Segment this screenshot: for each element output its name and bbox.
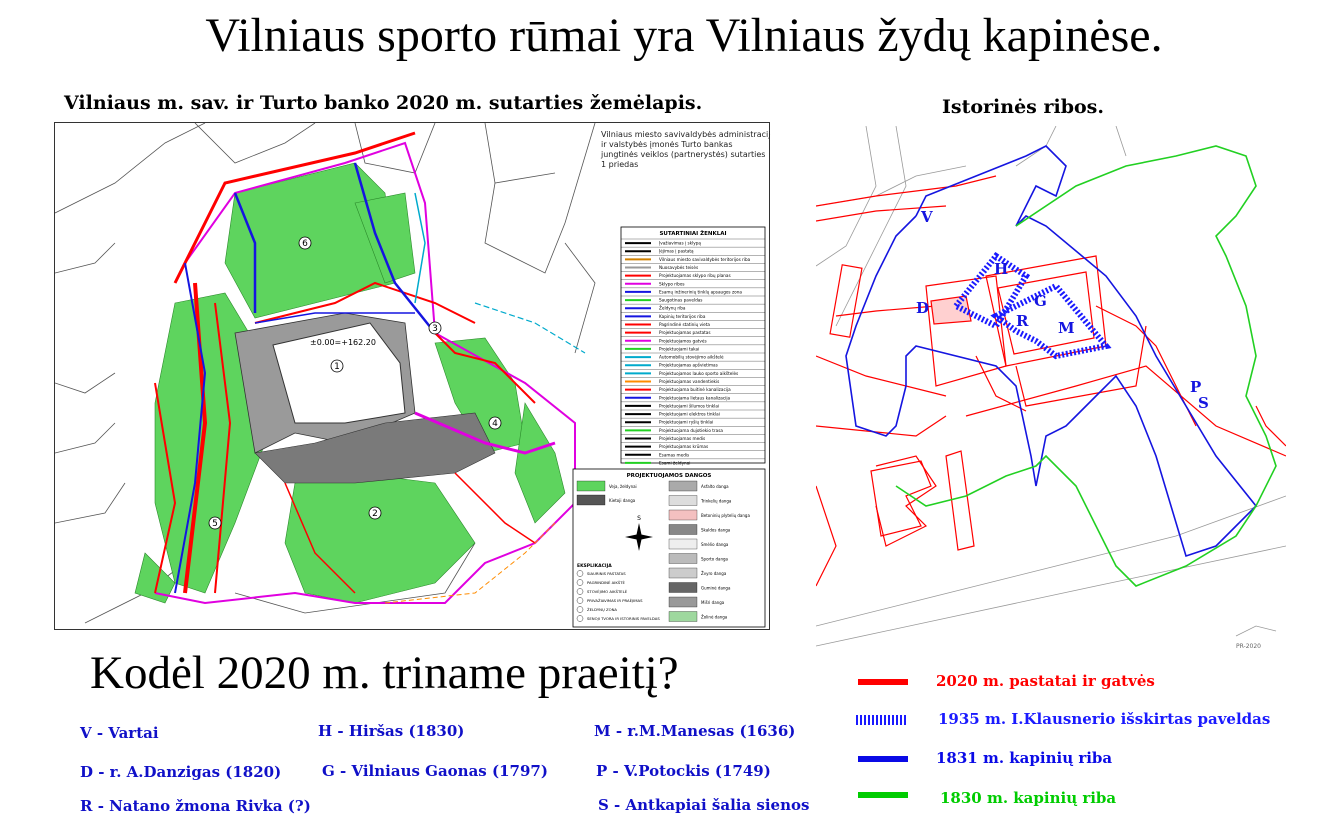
- header-note: [600, 130, 771, 169]
- surface-swatch: [669, 612, 697, 622]
- surface-label: Kietoji danga: [609, 498, 636, 503]
- marker-v: V: [921, 208, 933, 226]
- surface-swatch: [577, 481, 605, 491]
- explication-marker: [577, 580, 583, 586]
- key-d: D - r. A.Danzigas (1820): [80, 763, 282, 781]
- surface-swatch: [669, 496, 697, 506]
- explication-marker: [577, 598, 583, 604]
- marker-g: G: [1034, 292, 1047, 310]
- right-map-subtitle: Istorinės ribos.: [942, 96, 1104, 118]
- question-heading: Kodėl 2020 m. triname praeitį?: [90, 647, 679, 699]
- site-label-3: 3: [432, 324, 438, 334]
- legend-label-1935: 1935 m. I.Klausnerio išskirtas paveldas: [938, 710, 1271, 728]
- legend-table: [621, 227, 765, 465]
- legend-row-label: Saugotinas paveldas: [659, 297, 703, 303]
- header-note-line-3: jungtinės veiklos (partnerystės) sutarties: [601, 150, 766, 159]
- explication-marker: [577, 616, 583, 622]
- surfaces-table: [573, 469, 765, 627]
- legend-row-label: Projektuojama dujotiekio trasa: [659, 427, 723, 433]
- legend-row-label: Pagrindinė statinių vieta: [659, 322, 710, 327]
- site-label-2: 2: [372, 509, 378, 519]
- legend-row-label: Esamų inžinerinių tinklų apsaugos zona: [659, 289, 742, 295]
- marker-h: H: [994, 260, 1009, 278]
- surface-swatch: [669, 525, 697, 535]
- legend-row-label: Projektuojami takai: [659, 346, 700, 352]
- legend-row-label: Projektuojamos gatvės: [659, 338, 707, 344]
- legend-row-label: Įvažiavimas į sklypą: [659, 240, 701, 246]
- surface-label: Mišri danga: [701, 600, 725, 605]
- legend-label-1831: 1831 m. kapinių riba: [936, 749, 1113, 767]
- key-v: V - Vartai: [80, 724, 159, 742]
- key-r: R - Natano žmona Rivka (?): [80, 797, 311, 815]
- surface-label: Žolinė danga: [701, 614, 728, 620]
- legend-row-label: Projektuojama lietaus kanalizacija: [659, 395, 731, 401]
- left-map-subtitle: Vilniaus m. sav. ir Turto banko 2020 m. sutarties žemėlapis.: [64, 92, 703, 114]
- marker-s: S: [1198, 394, 1209, 412]
- marker-m: M: [1058, 319, 1075, 337]
- explication-marker: [577, 607, 583, 613]
- explication-label: SENOJI TVORA IR ISTORINIS PAVELDAS: [587, 616, 660, 621]
- left-site-plan-svg: [55, 123, 771, 631]
- explication-label: PAGRINDINĖ AIKŠTĖ: [587, 580, 625, 585]
- legend-row-label: Esami želdynai: [659, 460, 691, 466]
- surface-swatch: [669, 568, 697, 578]
- marker-d: D: [916, 299, 930, 317]
- legend-row-label: Projektuojamas apšvietimas: [659, 362, 718, 368]
- right-map-svg: [816, 126, 1286, 652]
- explication-label: ŽELDYNŲ ZONA: [587, 607, 618, 612]
- marker-r: R: [1016, 312, 1029, 330]
- legend-row-label: Projektuojamas krūmas: [659, 444, 709, 450]
- surface-label: Trinkelių danga: [701, 498, 732, 504]
- surface-swatch: [669, 583, 697, 593]
- key-s: S - Antkapiai šalia sienos: [598, 796, 810, 814]
- legend-swatch-1830: [858, 792, 908, 798]
- explication-marker: [577, 571, 583, 577]
- legend-row-label: Automobilių stovėjimo aikštelė: [659, 354, 724, 360]
- legend-row-label: Projektuojama buitinė kanalizacija: [659, 387, 731, 393]
- legend-row-label: Nuosavybės teisės: [659, 265, 699, 270]
- surface-swatch: [577, 495, 605, 505]
- legend-swatch-1831: [858, 756, 908, 762]
- header-note-line-2: ir valstybės įmonės Turto bankas: [601, 140, 733, 149]
- legend-row-label: Projektuojamas medis: [659, 436, 706, 441]
- key-p: P - V.Potockis (1749): [596, 762, 771, 780]
- surface-label: Asfalto danga: [701, 484, 729, 489]
- site-label-6: 6: [302, 239, 308, 249]
- corner-label: PR-2020: [1236, 643, 1261, 650]
- legend-row-label: Kapinių teritorijos riba: [659, 313, 706, 319]
- marker-p: P: [1190, 378, 1202, 396]
- legend-table-title: SUTARTINIAI ŽENKLAI: [659, 231, 727, 237]
- legend-row-label: Vilniaus miesto savivaldybės teritorijos riba: [659, 256, 751, 262]
- legend-row-label: Projektuojamas vandentiekis: [659, 379, 720, 384]
- legend-label-2020: 2020 m. pastatai ir gatvės: [936, 672, 1155, 690]
- legend-row-label: Esamas medis: [659, 452, 690, 458]
- legend-row-label: Sklypo ribos: [659, 281, 685, 287]
- legend-row-label: Projektuojami šilumos tinklai: [659, 403, 720, 409]
- surface-swatch: [669, 510, 697, 520]
- layer-1935-heritage: [956, 256, 1106, 356]
- building-elevation-label: ±0.00=+162.20: [310, 338, 376, 347]
- surface-swatch: [669, 554, 697, 564]
- surface-label: Guminė danga: [701, 585, 731, 591]
- explication-label: PRIVAŽIAVIMAS IR PRAĖJIMAS: [587, 598, 643, 603]
- header-note-line-1: Vilniaus miesto savivaldybės administracijos: [601, 130, 771, 139]
- legend-swatch-2020: [858, 679, 908, 685]
- legend-row-label: Projektuojami ryšių tinklai: [659, 419, 714, 425]
- site-label-4: 4: [492, 419, 498, 429]
- legend-row-label: Projektuojamos lauko sporto aikštelės: [659, 370, 739, 376]
- key-h: H - Hiršas (1830): [318, 722, 465, 740]
- site-label-1: 1: [334, 362, 340, 372]
- legend-row-label: Želdynų riba: [659, 305, 686, 311]
- legend-label-1830: 1830 m. kapinių riba: [940, 789, 1117, 807]
- surface-label: Skaldos danga: [701, 527, 731, 533]
- page-title: Vilniaus sporto rūmai yra Vilniaus žydų kapinėse.: [205, 9, 1163, 62]
- explication-label: SIAURINIS PASTATAS: [587, 571, 626, 576]
- surface-label: Sporto danga: [701, 556, 728, 562]
- explication-marker: [577, 589, 583, 595]
- surface-label: Smėlio danga: [701, 542, 729, 547]
- surface-label: Betoninių plytelių danga: [701, 513, 750, 518]
- surface-swatch: [669, 481, 697, 491]
- key-g: G - Vilniaus Gaonas (1797): [322, 762, 548, 780]
- legend-row-label: Projektuojami elektros tinklai: [659, 411, 720, 417]
- site-label-5: 5: [212, 519, 218, 529]
- right-historical-boundaries-map: [816, 126, 1286, 652]
- surface-swatch: [669, 597, 697, 607]
- legend-row-label: Projektuojamas sklypo ribų planas: [659, 273, 731, 279]
- layer-2020-buildings-streets: [816, 176, 1286, 586]
- key-m: M - r.M.Manesas (1636): [594, 722, 796, 740]
- legend-row-label: Įėjimas į pastatą: [659, 248, 694, 254]
- header-note-line-4: 1 priedas: [601, 160, 639, 169]
- explication-label: STOVĖJIMO AIKŠTELĖ: [587, 589, 628, 594]
- compass-label: S: [637, 515, 641, 522]
- surface-label: Žvyro danga: [701, 571, 727, 576]
- legend-swatch-1935: [856, 715, 906, 725]
- surface-swatch: [669, 539, 697, 549]
- legend-row-label: Projektuojamas pastatas: [659, 330, 711, 336]
- street-lines: [816, 126, 1286, 646]
- explication-title: EKSPLIKACIJA: [577, 564, 612, 569]
- left-site-plan-map: [54, 122, 770, 630]
- surface-label: Veja, želdynai: [609, 484, 637, 489]
- surfaces-table-title: PROJEKTUOJAMOS DANGOS: [626, 473, 712, 479]
